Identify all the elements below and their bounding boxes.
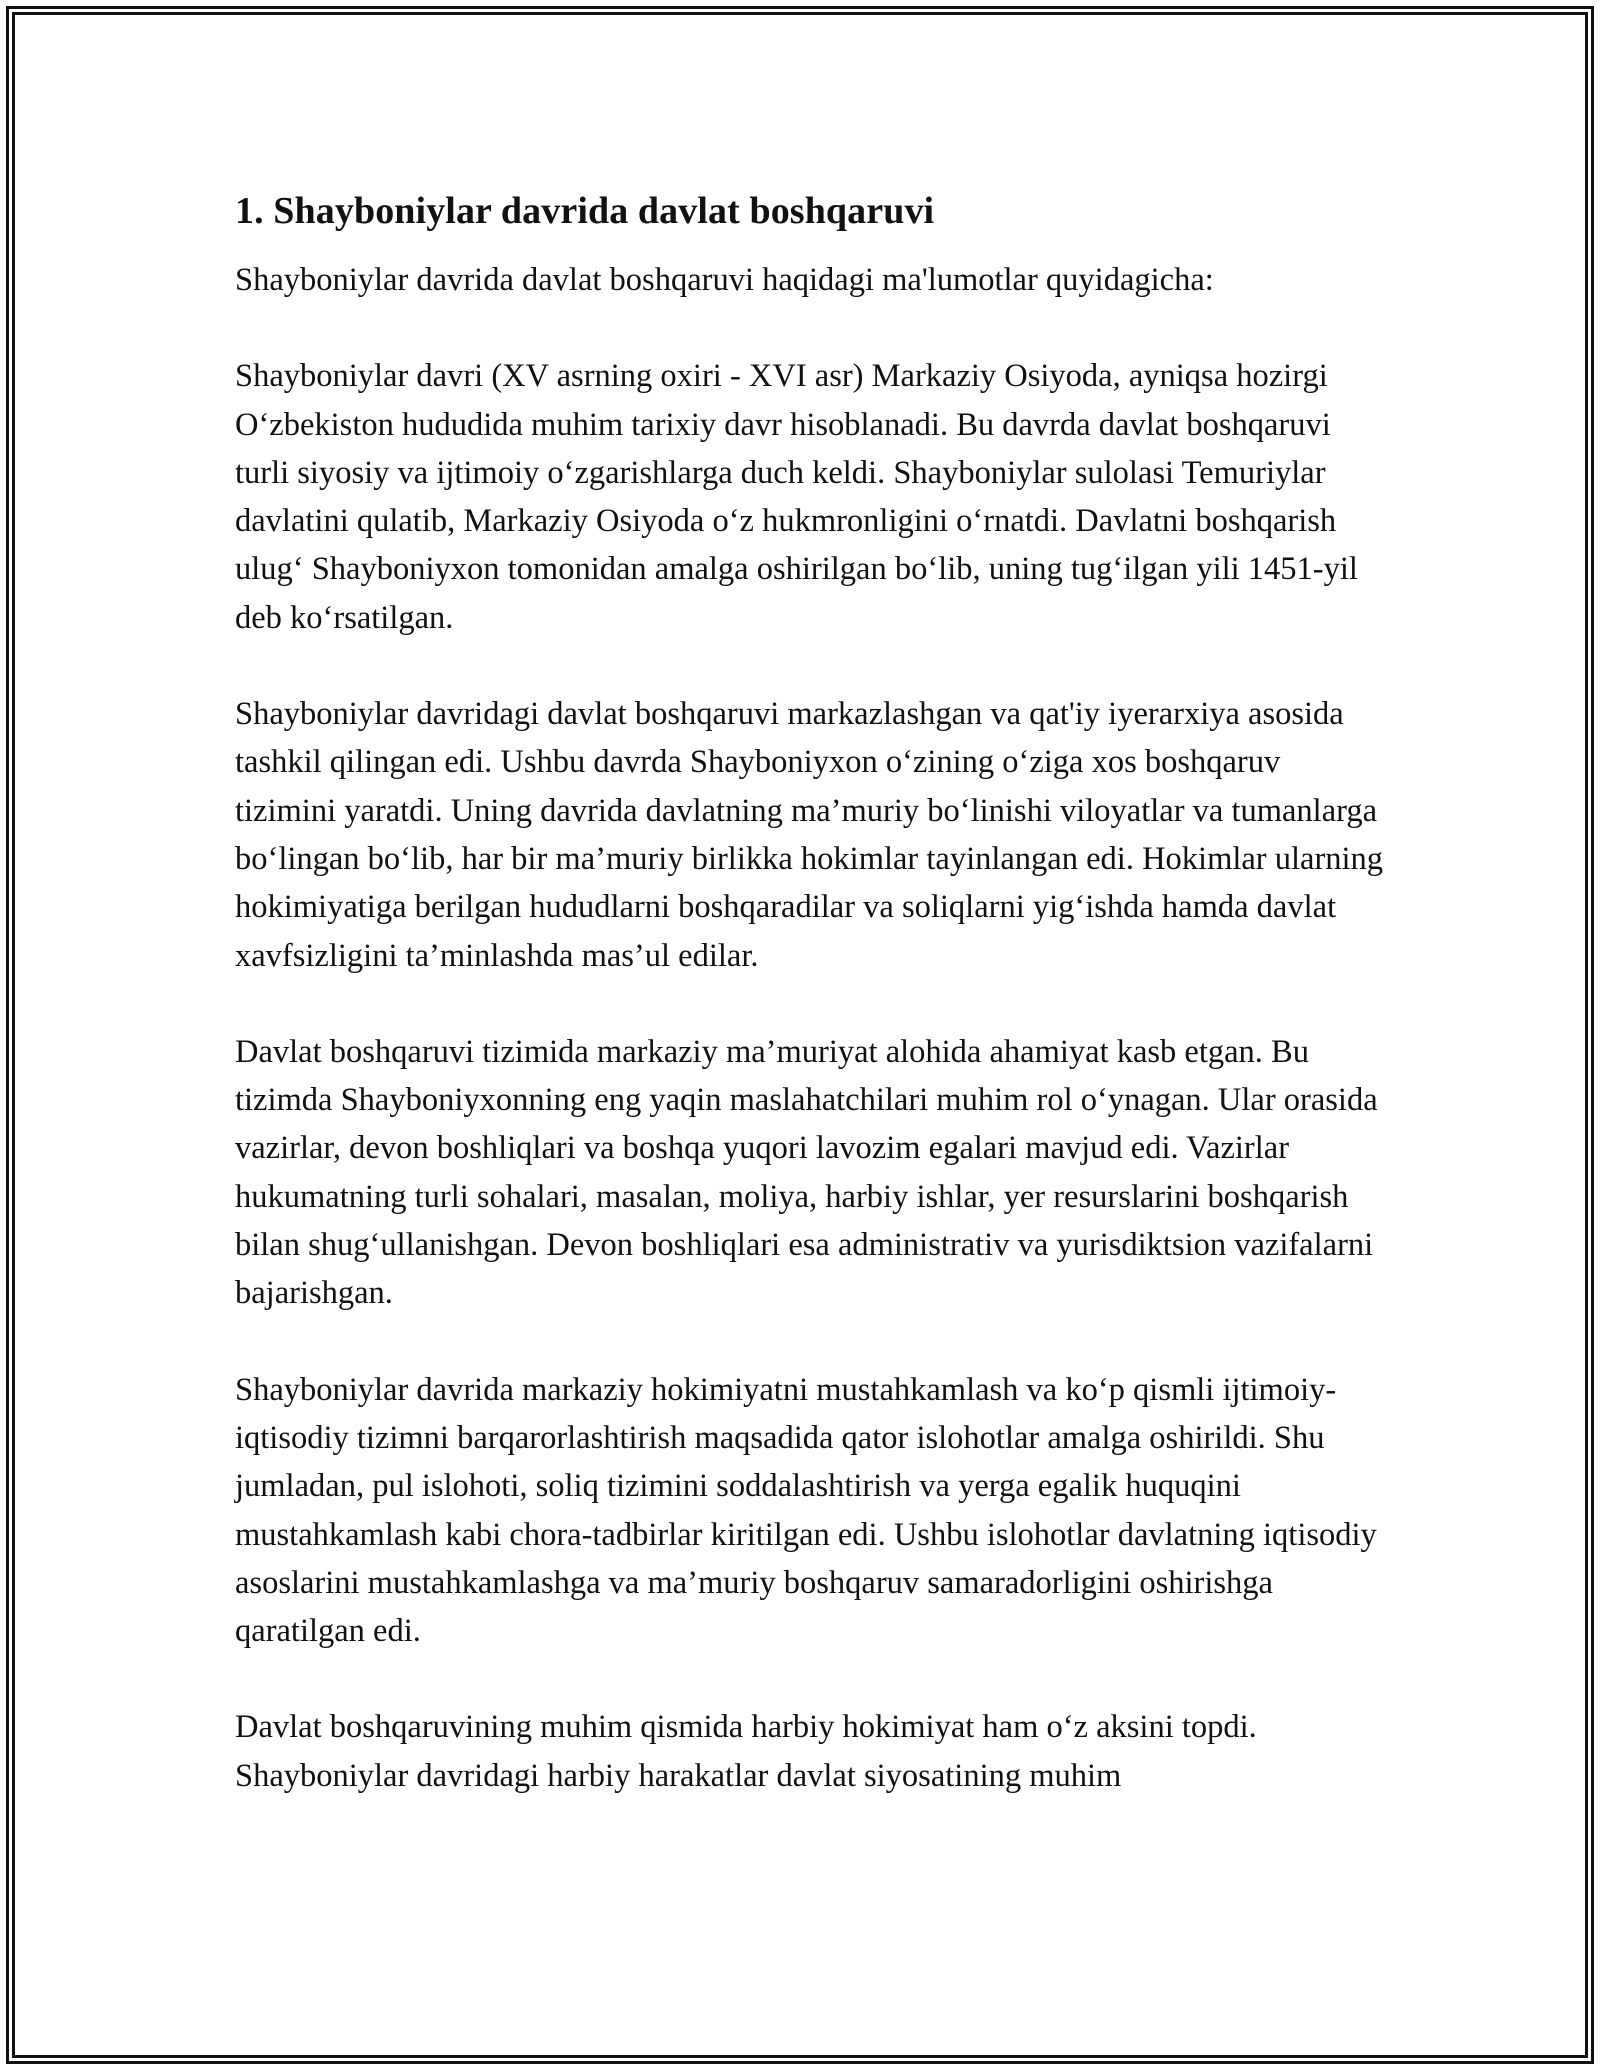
paragraph-intro: Shayboniylar davrida davlat boshqaruvi haqidagi ma'lumotlar quyidagicha: [235,262,1214,298]
paragraph-2: Shayboniylar davridagi davlat boshqaruvi markazlashgan va qat'iy iyerarxiya asosida tashkil qilingan edi. Ushbu davrda Shayboniyxon o‘zining o‘ziga xos boshqaruv tizimini yaratdi. Uning davrida davlatning ma’muriy bo‘linishi viloyatlar va tumanlarga bo‘lingan bo‘lib, har bir ma’muriy birlikka hokimlar tayinlangan edi. Hokimlar ularning hokimiyatiga berilgan hududlarni boshqaradilar va soliqlarni yig‘ishda hamda davlat xavfsizligini ta’minlashda mas’ul edilar. [235,696,1384,974]
document-body [235,186,1385,1848]
paragraph-4: Shayboniylar davrida markaziy hokimiyatni mustahkamlash va ko‘p qismli ijtimoiy-iqtisodiy tizimni barqarorlashtirish maqsadida qator islohotlar amalga oshirildi. Shu jumladan, pul islohoti, soliq tizimini soddalashtirish va yerga egalik huquqini mustahkamlash kabi chora-tadbirlar kiritilgan edi. Ushbu islohotlar davlatning iqtisodiy asoslarini mustahkamlashga va ma’muriy boshqaruv samaradorligini oshirishga qaratilgan edi. [235,1371,1377,1650]
section-heading: 1. Shayboniylar davrida davlat boshqaruvi [235,190,935,232]
paragraph-1: Shayboniylar davri (XV asrning oxiri - XVI asr) Markaziy Osiyoda, ayniqsa hozirgi O‘zbekiston hududida muhim tarixiy davr hisoblanadi. Bu davrda davlat boshqaruvi turli siyosiy va ijtimoiy o‘zgarishlarga duch keldi. Shayboniylar sulolasi Temuriylar davlatini qulatib, Markaziy Osiyoda o‘z hukmronligini o‘rnatdi. Davlatni boshqarish ulug‘ Shayboniyxon tomonidan amalga oshirilgan bo‘lib, uning tug‘ilgan yili 1451-yil deb ko‘rsatilgan. [235,358,1358,636]
paragraph-3: Davlat boshqaruvi tizimida markaziy ma’muriyat alohida ahamiyat kasb etgan. Bu tizimda Shayboniyxonning eng yaqin maslahatchilari muhim rol o‘ynagan. Ular orasida vazirlar, devon boshliqlari va boshqa yuqori lavozim egalari mavjud edi. Vazirlar hukumatning turli sohalari, masalan, moliya, harbiy ishlar, yer resurslarini boshqarish bilan shug‘ullanishgan. Devon boshliqlari esa administrativ va yurisdiktsion vazifalarni bajarishgan. [235,1033,1378,1312]
paragraph-5: Davlat boshqaruvining muhim qismida harbiy hokimiyat ham o‘z aksini topdi. Shayboniylar davridagi harbiy harakatlar davlat siyosatining muhim [235,1709,1257,1794]
